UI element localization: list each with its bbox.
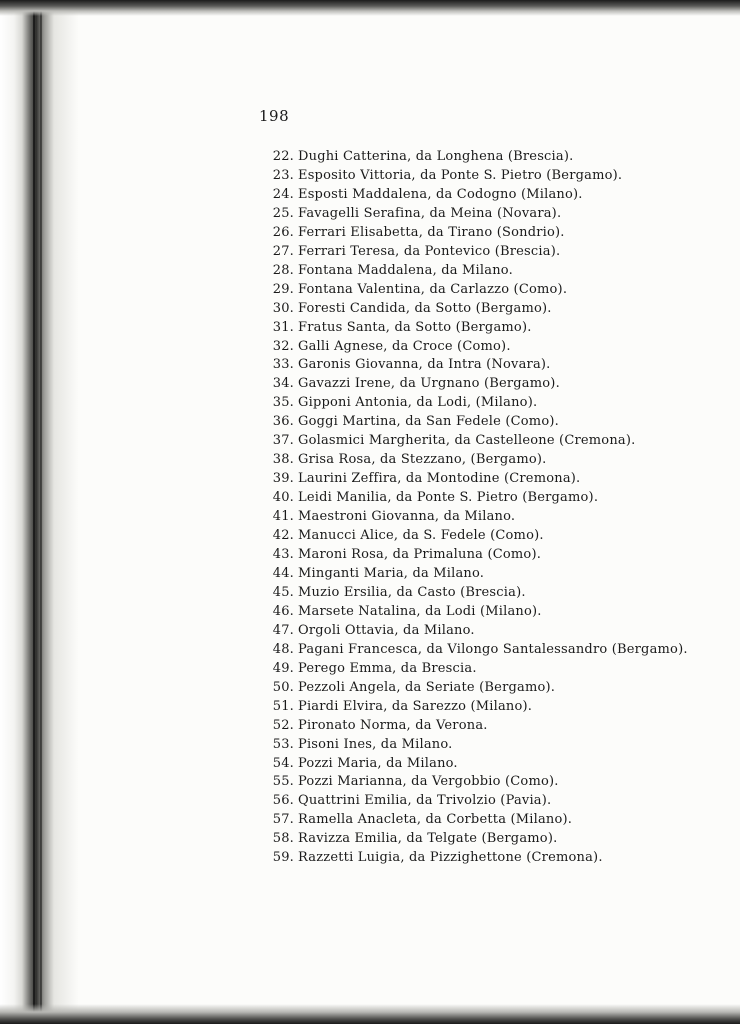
entry-number: 48.	[272, 641, 294, 657]
entry-number: 36.	[272, 414, 294, 430]
entry-number: 51.	[272, 698, 294, 714]
list-item	[258, 470, 688, 489]
list-item	[258, 375, 688, 394]
entry-number: 40.	[272, 490, 294, 506]
list-item	[258, 811, 688, 830]
list-item	[258, 338, 688, 357]
entry-number: 37.	[272, 433, 294, 449]
entry-text: Favagelli Serafina, da Meina (Novara).	[298, 205, 562, 221]
list-item	[258, 679, 688, 698]
list-item	[258, 148, 688, 167]
list-item	[258, 660, 688, 679]
scan-bottom-edge	[0, 1004, 740, 1024]
scan-top-edge	[0, 0, 740, 16]
entry-number: 27.	[272, 243, 294, 259]
entry-text: Pisoni Ines, da Milano.	[298, 736, 453, 752]
list-item	[258, 546, 688, 565]
entry-text: Ravizza Emilia, da Telgate (Bergamo).	[298, 831, 558, 847]
entry-number: 25.	[272, 205, 294, 221]
list-item	[258, 489, 688, 508]
list-item	[258, 281, 688, 300]
entry-number: 24.	[272, 186, 294, 202]
entry-text: Ramella Anacleta, da Corbetta (Milano).	[298, 812, 573, 828]
entry-text: Gipponi Antonia, da Lodi, (Milano).	[298, 395, 538, 411]
entry-number: 46.	[272, 603, 294, 619]
entry-number: 44.	[272, 565, 294, 581]
list-item	[258, 603, 688, 622]
entry-number: 59.	[272, 850, 294, 866]
list-item	[258, 205, 688, 224]
list-item	[258, 527, 688, 546]
entry-text: Goggi Martina, da San Fedele (Como).	[298, 414, 559, 430]
list-item	[258, 319, 688, 338]
list-item	[258, 262, 688, 281]
entry-number: 43.	[272, 547, 294, 563]
list-item	[258, 736, 688, 755]
list-item	[258, 849, 688, 868]
entry-number: 29.	[272, 281, 294, 297]
entry-number: 47.	[272, 622, 294, 638]
list-item	[258, 641, 688, 660]
entry-number: 28.	[272, 262, 294, 278]
list-item	[258, 773, 688, 792]
entry-number: 22.	[272, 149, 294, 164]
entry-number: 56.	[272, 793, 294, 809]
entry-number: 35.	[272, 395, 294, 411]
list-item	[258, 413, 688, 432]
list-item	[258, 584, 688, 603]
entry-text: Garonis Giovanna, da Intra (Novara).	[298, 357, 551, 373]
entry-number: 58.	[272, 831, 294, 847]
entry-text: Leidi Manilia, da Ponte S. Pietro (Bergamo).	[298, 490, 599, 506]
entry-text: Golasmici Margherita, da Castelleone (Cremona).	[298, 433, 636, 449]
entry-number: 30.	[272, 300, 294, 316]
entry-text: Minganti Maria, da Milano.	[298, 565, 485, 581]
list-item	[258, 755, 688, 774]
list-item	[258, 186, 688, 205]
list-item	[258, 432, 688, 451]
entry-number: 52.	[272, 717, 294, 733]
list-item	[258, 565, 688, 584]
entry-text: Ferrari Elisabetta, da Tirano (Sondrio).	[298, 224, 565, 240]
list-item	[258, 167, 688, 186]
entry-text: Marsete Natalina, da Lodi (Milano).	[298, 603, 542, 619]
entry-text: Fratus Santa, da Sotto (Bergamo).	[298, 319, 532, 335]
entry-text: Grisa Rosa, da Stezzano, (Bergamo).	[298, 452, 547, 468]
entry-text: Galli Agnese, da Croce (Como).	[298, 338, 511, 354]
entry-number: 26.	[272, 224, 294, 240]
entry-text: Pozzi Marianna, da Vergobbio (Como).	[298, 774, 559, 790]
entry-number: 54.	[272, 755, 294, 771]
entry-number: 34.	[272, 376, 294, 392]
list-item	[258, 356, 688, 375]
entry-text: Manucci Alice, da S. Fedele (Como).	[298, 528, 544, 544]
entry-text: Pironato Norma, da Verona.	[298, 717, 488, 733]
entry-text: Esposito Vittoria, da Ponte S. Pietro (Bergamo).	[298, 167, 623, 183]
list-item	[258, 300, 688, 319]
entry-text: Pagani Francesca, da Vilongo Santalessandro (Bergamo).	[298, 641, 688, 657]
entry-text: Muzio Ersilia, da Casto (Brescia).	[298, 584, 526, 600]
list-item	[258, 451, 688, 470]
entry-text: Fontana Valentina, da Carlazzo (Como).	[298, 281, 568, 297]
entry-text: Maestroni Giovanna, da Milano.	[298, 509, 516, 525]
entry-number: 49.	[272, 660, 294, 676]
entry-text: Perego Emma, da Brescia.	[298, 660, 477, 676]
list-item	[258, 394, 688, 413]
list-item	[258, 508, 688, 527]
entry-text: Ferrari Teresa, da Pontevico (Brescia).	[298, 243, 561, 259]
entry-text: Piardi Elvira, da Sarezzo (Milano).	[298, 698, 533, 714]
entry-number: 57.	[272, 812, 294, 828]
entry-number: 50.	[272, 679, 294, 695]
list-item	[258, 622, 688, 641]
book-binding-edge	[0, 0, 78, 1024]
entry-text: Fontana Maddalena, da Milano.	[298, 262, 513, 278]
entry-text: Razzetti Luigia, da Pizzighettone (Cremona).	[298, 850, 603, 866]
list-item	[258, 792, 688, 811]
entry-text: Laurini Zeffira, da Montodine (Cremona).	[298, 471, 581, 487]
entry-text: Pezzoli Angela, da Seriate (Bergamo).	[298, 679, 556, 695]
entry-number: 42.	[272, 528, 294, 544]
entry-text: Gavazzi Irene, da Urgnano (Bergamo).	[298, 376, 560, 392]
list-item	[258, 717, 688, 736]
list-item	[258, 243, 688, 262]
page-number: 198	[259, 107, 290, 125]
entry-number: 41.	[272, 509, 294, 525]
entry-number: 45.	[272, 584, 294, 600]
entry-text: Orgoli Ottavia, da Milano.	[298, 622, 475, 638]
entry-number: 33.	[272, 357, 294, 373]
list-item	[258, 224, 688, 243]
entry-number: 38.	[272, 452, 294, 468]
list-item	[258, 698, 688, 717]
binding-shadow-line	[40, 0, 42, 1024]
entry-number: 53.	[272, 736, 294, 752]
list-item	[258, 830, 688, 849]
entry-number: 31.	[272, 319, 294, 335]
entry-number: 39.	[272, 471, 294, 487]
entry-text: Quattrini Emilia, da Trivolzio (Pavia).	[298, 793, 552, 809]
entry-text: Maroni Rosa, da Primaluna (Como).	[298, 547, 542, 563]
entry-number: 23.	[272, 167, 294, 183]
entry-text: Dughi Catterina, da Longhena (Brescia).	[298, 149, 574, 164]
entry-text: Esposti Maddalena, da Codogno (Milano).	[298, 186, 583, 202]
binding-shadow-line	[33, 0, 35, 1024]
entry-number: 32.	[272, 338, 294, 354]
entry-text: Pozzi Maria, da Milano.	[298, 755, 458, 771]
entry-number: 55.	[272, 774, 294, 790]
name-list	[258, 148, 688, 868]
entry-text: Foresti Candida, da Sotto (Bergamo).	[298, 300, 552, 316]
